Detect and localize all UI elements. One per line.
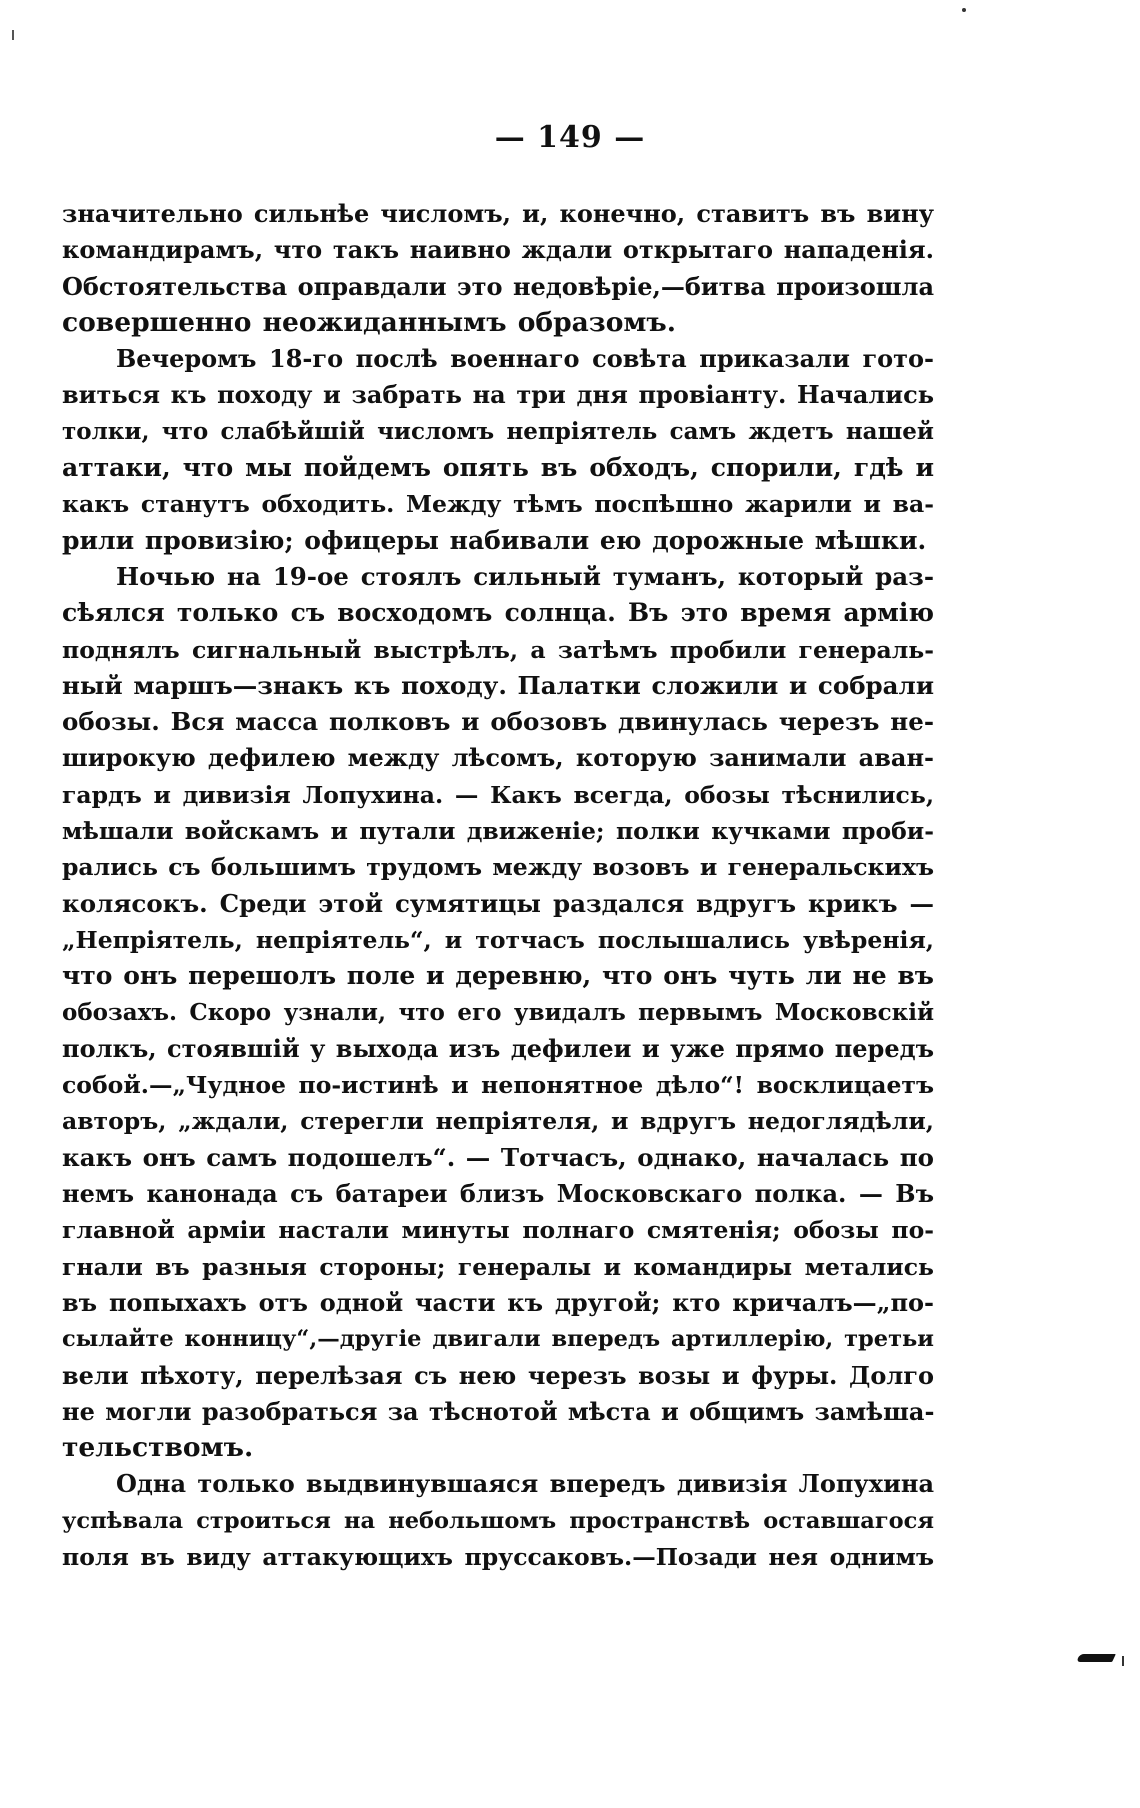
text-line: мѣшали войскамъ и путали движеніе; полки кучками проби-	[62, 817, 934, 846]
text-line: не могли разобраться за тѣснотой мѣста и общимъ замѣша-	[62, 1396, 935, 1426]
text-line: широкую дефилею между лѣсомъ, которую занимали аван-	[62, 743, 934, 773]
text-line: „Непріятель, непріятель“, и тотчасъ послышались увѣренія,	[62, 925, 934, 954]
text-line: въ попыхахъ отъ одной части къ другой; кто кричалъ—„по-	[62, 1287, 934, 1317]
text-line: поля въ виду аттакующихъ пруссаковъ.—Позади нея однимъ	[62, 1542, 934, 1571]
text-line: совершенно неожиданнымъ образомъ.	[62, 306, 676, 338]
text-line: успѣвала строиться на небольшомъ пространствѣ оставшагося	[62, 1507, 934, 1534]
ink-blot	[1076, 1654, 1116, 1662]
text-line: виться къ походу и забрать на три дня провіанту. Начались	[62, 380, 934, 410]
text-line: авторъ, „ждали, стерегли непріятеля, и вдругъ недоглядѣли,	[62, 1107, 934, 1136]
paragraph	[62, 196, 934, 341]
text-line: Обстоятельства оправдали это недовѣріе,—битва произошла	[62, 271, 934, 301]
text-line: значительно сильнѣе числомъ, и, конечно, ставитъ въ вину	[62, 199, 934, 228]
text-line: собой.—„Чудное по-истинѣ и непонятное дѣло“! восклицаетъ	[62, 1071, 934, 1100]
paragraph	[62, 341, 934, 559]
scan-speck	[962, 8, 966, 12]
paragraph	[62, 559, 934, 1466]
body-text	[62, 196, 934, 1575]
text-line: гнали въ разныя стороны; генералы и командиры метались	[62, 1252, 934, 1281]
text-line: Одна только выдвинувшаяся впередъ дивизія Лопухина	[116, 1469, 934, 1499]
scan-speck	[1122, 1656, 1124, 1666]
text-line: аттаки, что мы пойдемъ опять въ обходъ, спорили, гдѣ и	[62, 453, 934, 483]
text-line: ный маршъ—знакъ къ походу. Палатки сложили и собрали	[62, 670, 934, 700]
text-line: что онъ перешолъ поле и деревню, что онъ чуть ли не въ	[62, 961, 934, 991]
text-line: главной арміи настали минуты полнаго смятенія; обозы по-	[62, 1216, 934, 1245]
text-line: гардъ и дивизія Лопухина. — Какъ всегда, обозы тѣснились,	[62, 780, 934, 809]
text-line: поднялъ сигнальный выстрѣлъ, а затѣмъ пробили генераль-	[62, 635, 934, 664]
text-line: Вечеромъ 18-го послѣ военнаго совѣта приказали гото-	[116, 344, 934, 374]
text-line: рили провизію; офицеры набивали ею дорожные мѣшки.	[62, 525, 927, 555]
text-line: сѣялся только съ восходомъ солнца. Въ это время армію	[62, 598, 934, 628]
text-line: полкъ, стоявшій у выхода изъ дефилеи и уже прямо передъ	[62, 1033, 934, 1063]
text-line: командирамъ, что такъ наивно ждали открытаго нападенія.	[62, 235, 934, 265]
text-line: вели пѣхоту, перелѣзая съ нею черезъ возы и фуры. Долго	[62, 1360, 934, 1390]
text-line: какъ онъ самъ подошелъ“. — Тотчасъ, однако, началась по	[62, 1142, 934, 1172]
text-line: обозахъ. Скоро узнали, что его увидалъ первымъ Московскій	[62, 998, 934, 1026]
text-line: Ночью на 19-ое стоялъ сильный туманъ, который раз-	[116, 561, 934, 591]
text-line: обозы. Вся масса полковъ и обозовъ двинулась черезъ не-	[62, 707, 934, 737]
text-line: сылайте конницу“,—другіе двигали впередъ артиллерію, третьи	[62, 1326, 934, 1353]
text-line: какъ станутъ обходить. Между тѣмъ поспѣшно жарили и ва-	[62, 490, 934, 519]
scan-speck	[12, 30, 14, 40]
text-line: толки, что слабѣйшій числомъ непріятель самъ ждетъ нашей	[62, 417, 934, 445]
text-line: тельствомъ.	[62, 1432, 254, 1464]
page-number: — 149 —	[494, 120, 646, 155]
text-line: немъ канонада съ батареи близъ Московскаго полка. — Въ	[62, 1179, 934, 1209]
paragraph	[62, 1466, 934, 1575]
text-line: рались съ большимъ трудомъ между возовъ и генеральскихъ	[62, 853, 934, 882]
text-line: колясокъ. Среди этой сумятицы раздался вдругъ крикъ —	[62, 888, 934, 918]
